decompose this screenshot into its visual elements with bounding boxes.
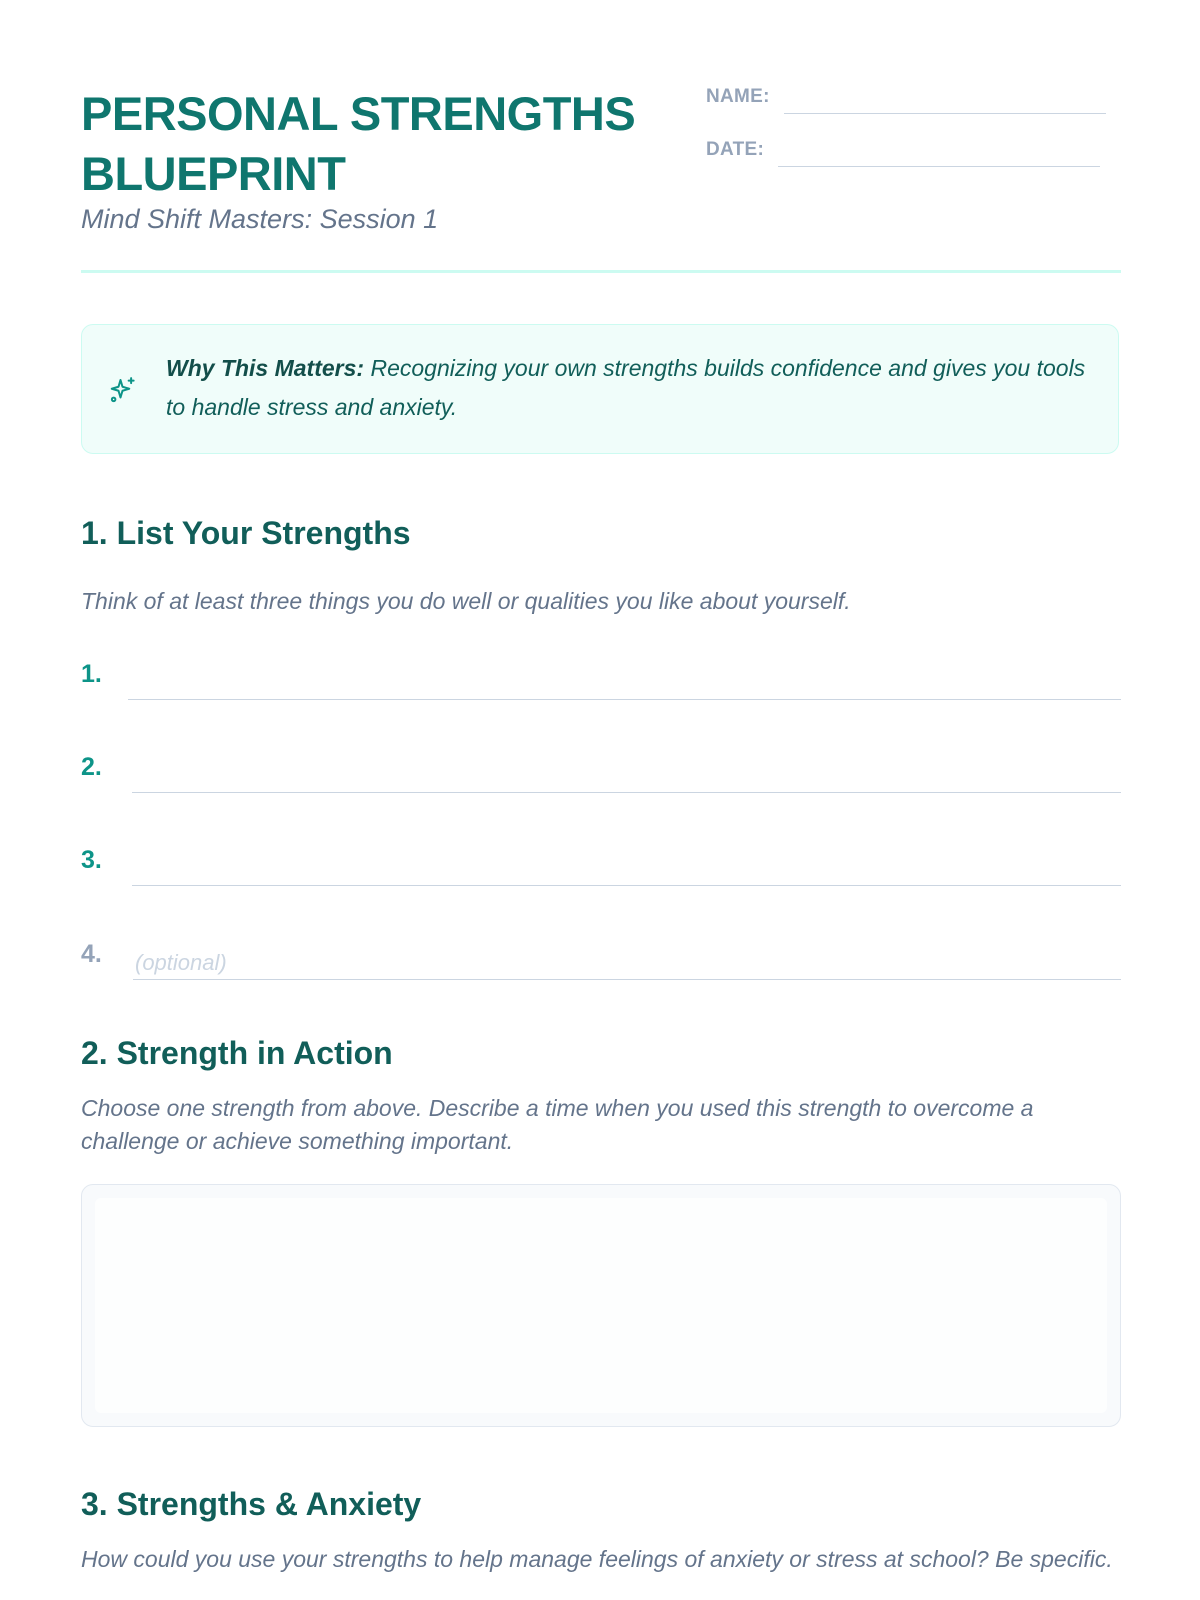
strength-item-2 (81, 753, 1121, 793)
strength-number: 1. (81, 660, 102, 688)
worksheet-page (81, 0, 1121, 1600)
section-heading-strengths-anxiety: 3. Strengths & Anxiety (81, 1486, 422, 1522)
name-field-row (706, 86, 1106, 108)
section-description-strength-in-action: Choose one strength from above. Describe a time when you used this strength to overcome a challenge or achieve something important. (81, 1095, 1034, 1154)
page-subtitle: Mind Shift Masters: Session 1 (81, 204, 439, 234)
section-heading-list-strengths: 1. List Your Strengths (81, 515, 411, 551)
strength-number: 2. (81, 753, 102, 781)
sparkle-icon (108, 375, 138, 405)
name-label: NAME: (706, 86, 770, 107)
callout-lead: Why This Matters: (166, 355, 365, 381)
strength-input-line[interactable] (128, 699, 1121, 700)
strength-item-4 (81, 940, 1121, 980)
strength-in-action-answer-box[interactable] (81, 1184, 1121, 1427)
optional-placeholder: (optional) (135, 950, 227, 975)
strength-number: 4. (81, 940, 102, 968)
worksheet-header (81, 80, 1121, 273)
date-label: DATE: (706, 139, 765, 160)
strength-input-line[interactable] (132, 792, 1121, 793)
strength-item-3 (81, 846, 1121, 886)
section-description-list-strengths: Think of at least three things you do well or qualities you like about yourself. (81, 588, 851, 614)
callout-body: Recognizing your own strengths builds confidence and gives you tools to handle stress and anxiety. (166, 355, 1086, 420)
section-description-strengths-anxiety: How could you use your strengths to help manage feelings of anxiety or stress at school? Be specific. (81, 1546, 1113, 1572)
section-heading-strength-in-action: 2. Strength in Action (81, 1035, 393, 1071)
page-title: PERSONAL STRENGTHS BLUEPRINT (81, 87, 636, 200)
date-line[interactable] (778, 166, 1100, 167)
callout-text (166, 349, 1086, 427)
date-field-row (706, 139, 1100, 161)
why-this-matters-callout (81, 324, 1119, 454)
name-line[interactable] (784, 113, 1106, 114)
strength-input-line[interactable] (133, 979, 1121, 980)
strength-input-line[interactable] (132, 885, 1121, 886)
strength-number: 3. (81, 846, 102, 874)
strength-item-1 (81, 660, 1121, 700)
answer-box-inner (95, 1198, 1107, 1413)
